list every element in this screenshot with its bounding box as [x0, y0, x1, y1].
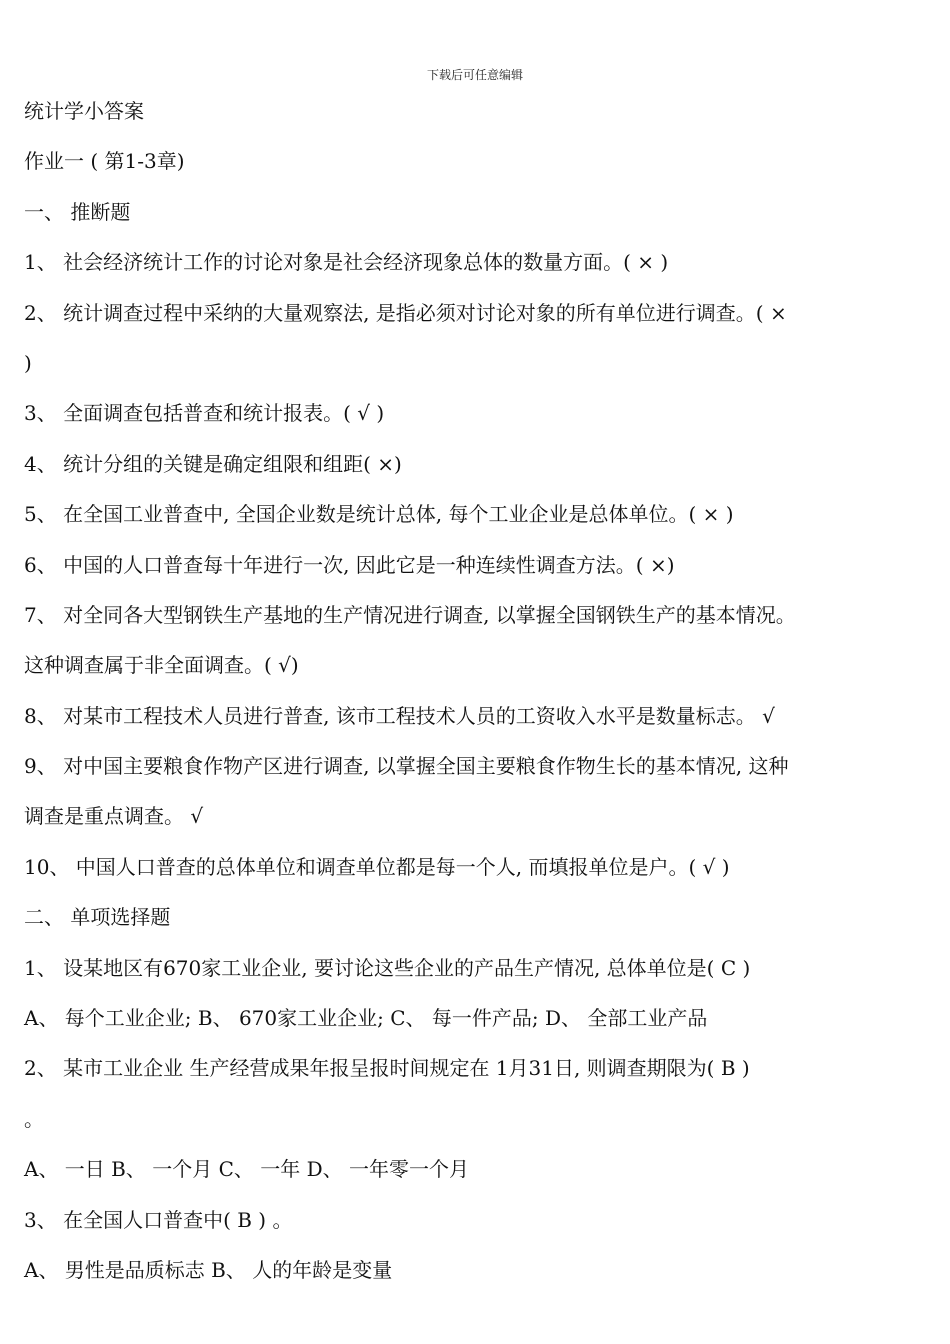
choice-item-2: 2、 某市工业企业 生产经营成果年报呈报时间规定在 1月31日, 则调查期限为( B ) — [24, 1056, 750, 1081]
choice-item-3: 3、 在全国人口普查中( B ) 。 — [24, 1207, 293, 1232]
judgment-item-2: 2、 统计调查过程中采纳的大量观察法, 是指必须对讨论对象的所有单位进行调查。( × — [24, 300, 787, 325]
judgment-item-6: 6、 中国的人口普查每十年进行一次, 因此它是一种连续性调查方法。( ×) — [24, 552, 675, 577]
assignment-heading: 作业一 ( 第1-3章) — [24, 149, 185, 174]
judgment-item-1: 1、 社会经济统计工作的讨论对象是社会经济现象总体的数量方面。( × ) — [24, 250, 669, 275]
document-body — [24, 86, 930, 1295]
judgment-item-8: 8、 对某市工程技术人员进行普查, 该市工程技术人员的工资收入水平是数量标志。 √ — [24, 703, 775, 728]
judgment-item-4: 4、 统计分组的关键是确定组限和组距( ×) — [24, 451, 402, 476]
judgment-item-9: 9、 对中国主要粮食作物产区进行调查, 以掌握全国主要粮食作物生长的基本情况, 这种 — [24, 754, 789, 779]
doc-title: 统计学小答案 — [24, 99, 144, 123]
choice-item-2-options: A、 一日 B、 一个月 C、 一年 D、 一年零一个月 — [24, 1157, 469, 1182]
judgment-item-9-cont: 调查是重点调查。 √ — [24, 804, 204, 829]
judgment-item-3: 3、 全面调查包括普查和统计报表。( √ ) — [24, 401, 385, 426]
choice-item-3-options: A、 男性是品质标志 B、 人的年龄是变量 — [24, 1257, 393, 1282]
judgment-item-7-cont: 这种调查属于非全面调查。( √) — [24, 653, 299, 678]
judgment-item-10: 10、 中国人口普查的总体单位和调查单位都是每一个人, 而填报单位是户。( √ ) — [24, 854, 730, 879]
judgment-item-7: 7、 对全同各大型钢铁生产基地的生产情况进行调查, 以掌握全国钢铁生产的基本情况。 — [24, 602, 796, 627]
section-heading-judgment: 一、 推断题 — [24, 199, 131, 224]
judgment-item-2-cont: ) — [24, 350, 32, 375]
section-heading-choice: 二、 单项选择题 — [24, 905, 171, 930]
choice-item-1-options: A、 每个工业企业; B、 670家工业企业; C、 每一件产品; D、 全部工业产品 — [24, 1006, 708, 1031]
header-note: 下载后可任意编辑 — [426, 68, 523, 82]
choice-item-1: 1、 设某地区有670家工业企业, 要讨论这些企业的产品生产情况, 总体单位是( C ) — [24, 955, 751, 980]
judgment-item-5: 5、 在全国工业普查中, 全国企业数是统计总体, 每个工业企业是总体单位。( × ) — [24, 502, 734, 527]
choice-item-2-cont: 。 — [24, 1106, 44, 1131]
